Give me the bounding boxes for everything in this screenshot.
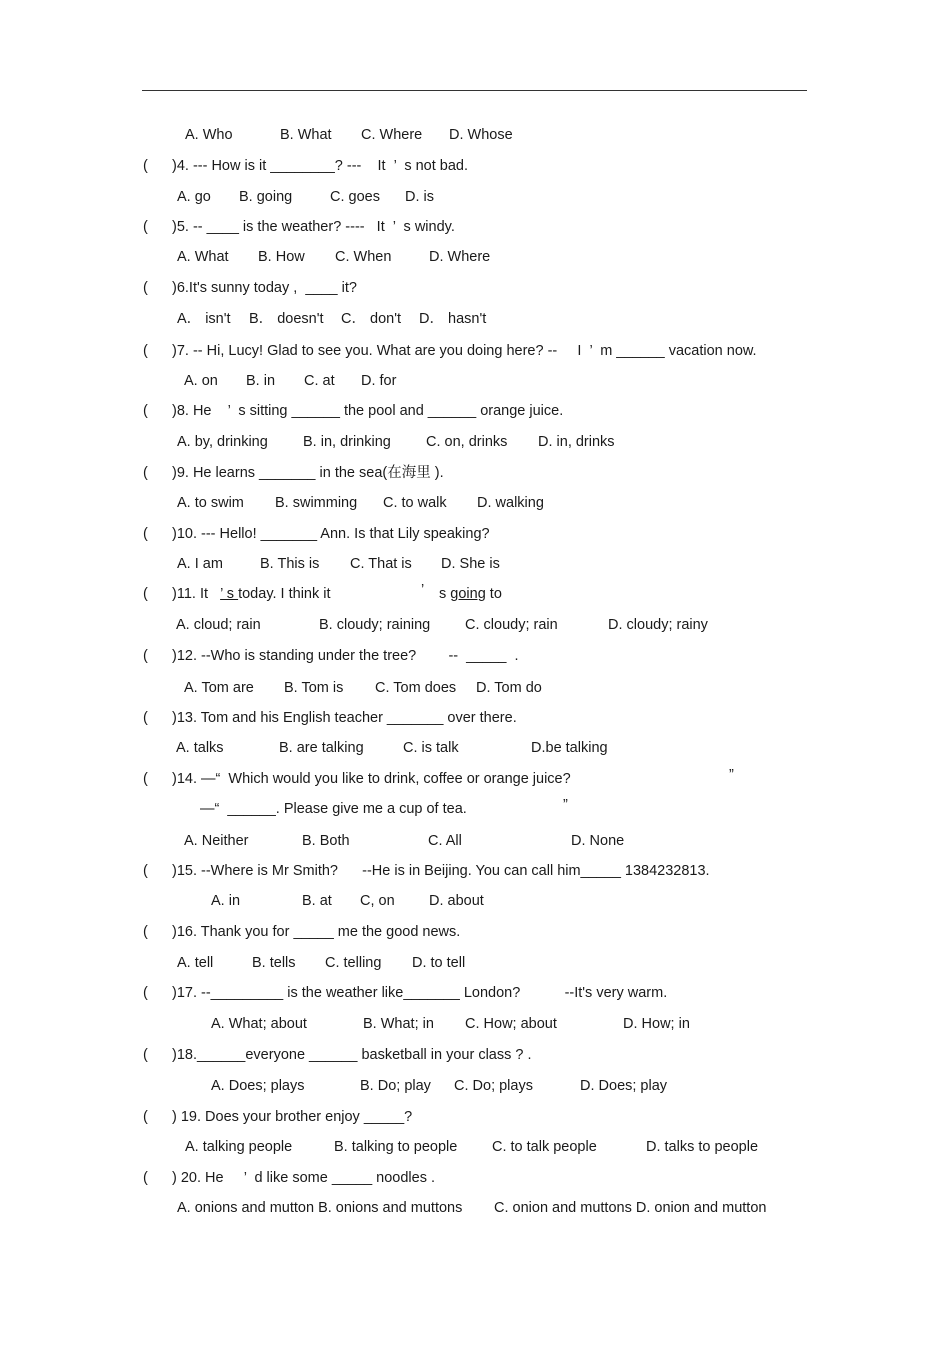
answer-paren: ( xyxy=(143,158,148,174)
question-stem: )7. -- Hi, Lucy! Glad to see you. What are you doing here? -- I ’ m ______ vacation now. xyxy=(172,343,757,359)
option-text: D. Where xyxy=(429,249,491,265)
option-text: A. tell xyxy=(177,955,214,971)
option-text: A. cloud; rain xyxy=(176,617,261,633)
question-stem: )13. Tom and his English teacher _______ over there. xyxy=(172,710,517,726)
question-stem: )15. --Where is Mr Smith? --He is in Beijing. You can call him_____ 1384232813. xyxy=(172,863,710,879)
answer-paren: ( xyxy=(143,343,148,359)
question-stem xyxy=(172,585,331,603)
close-quote: ” xyxy=(563,797,568,813)
answer-paren: ( xyxy=(143,465,148,481)
stem-part-tail xyxy=(439,585,502,603)
question-stem: )12. --Who is standing under the tree? -- _____ . xyxy=(172,648,519,664)
question-stem: )14. —“ Which would you like to drink, coffee or orange juice? xyxy=(172,771,571,787)
question-stem: )8. He ’ s sitting ______ the pool and ______ orange juice. xyxy=(172,403,564,419)
option-text: B. cloudy; raining xyxy=(319,617,431,633)
question-stem: ) 20. He ’ d like some _____ noodles . xyxy=(172,1170,436,1186)
option-text: C. goes xyxy=(330,189,380,205)
question-stem: )18.______everyone ______ basketball in your class ? . xyxy=(172,1047,532,1063)
option-text: D. Tom do xyxy=(476,680,542,696)
option-text: C. Tom does xyxy=(375,680,457,696)
header-rule xyxy=(142,90,807,91)
question-stem: ) 19. Does your brother enjoy _____? xyxy=(172,1109,413,1125)
option-text: A. Tom are xyxy=(184,680,254,696)
question-stem: )9. He learns _______ in the sea(在海里 ). xyxy=(172,465,444,481)
option-text: B. in, drinking xyxy=(303,434,391,450)
question-stem: )4. --- How is it ________? --- It ’ s not bad. xyxy=(172,158,469,174)
stem-part: )11. It xyxy=(172,586,221,602)
option-text: D. She is xyxy=(441,556,500,572)
option-text: A． isn't xyxy=(177,311,231,327)
option-text: C. Do; plays xyxy=(454,1078,533,1094)
option-text: D. cloudy; rainy xyxy=(608,617,708,633)
option-text: D. for xyxy=(361,373,397,389)
option-text: B. How xyxy=(258,249,305,265)
option-text: D. walking xyxy=(477,495,544,511)
answer-paren: ( xyxy=(143,710,148,726)
option-text: C. onion and muttons D. onion and mutton xyxy=(494,1200,767,1216)
option-text: B. are talking xyxy=(279,740,364,756)
option-text: D. None xyxy=(571,833,625,849)
option-text: C. telling xyxy=(325,955,382,971)
answer-paren: ( xyxy=(143,586,148,602)
option-text: A. What; about xyxy=(211,1016,307,1032)
option-text: A. Who xyxy=(185,127,233,143)
option-text: B. This is xyxy=(260,556,320,572)
close-quote: ” xyxy=(729,767,734,783)
option-text: C, on xyxy=(360,893,395,909)
answer-paren: ( xyxy=(143,771,148,787)
option-text: A. on xyxy=(184,373,218,389)
option-text: A. I am xyxy=(177,556,223,572)
stem-part: to xyxy=(485,586,502,602)
option-text: A. go xyxy=(177,189,211,205)
option-text: C. is talk xyxy=(403,740,459,756)
stem-part-underlined: ’ s xyxy=(220,586,239,602)
question-stem: )16. Thank you for _____ me the good news. xyxy=(172,924,461,940)
stem-part: s xyxy=(439,586,451,602)
option-text: C. When xyxy=(335,249,392,265)
option-text: B. talking to people xyxy=(334,1139,458,1155)
answer-paren: ( xyxy=(143,280,148,296)
answer-paren: ( xyxy=(143,924,148,940)
option-text: C． don't xyxy=(341,311,401,327)
option-text: D. Whose xyxy=(449,127,513,143)
option-text: C. to talk people xyxy=(492,1139,597,1155)
option-text: C. All xyxy=(428,833,462,849)
stem-part: today. I think it xyxy=(238,586,331,602)
question-stem: )5. -- ____ is the weather? ---- It ’ s windy. xyxy=(172,219,455,235)
option-text: C. cloudy; rain xyxy=(465,617,558,633)
option-text: B. Both xyxy=(302,833,350,849)
answer-paren: ( xyxy=(143,1170,148,1186)
option-text: D. to tell xyxy=(412,955,466,971)
option-text: C. Where xyxy=(361,127,423,143)
option-text: A. talks xyxy=(176,740,224,756)
option-text: B. tells xyxy=(252,955,296,971)
option-text: A. Neither xyxy=(184,833,249,849)
answer-paren: ( xyxy=(143,219,148,235)
option-text: B. in xyxy=(246,373,276,389)
question-stem: )10. --- Hello! _______ Ann. Is that Lily speaking? xyxy=(172,526,490,542)
stem-part-underlined: going xyxy=(450,586,486,602)
option-text: A. talking people xyxy=(185,1139,293,1155)
option-text: A. Does; plays xyxy=(211,1078,305,1094)
option-text: A. onions and mutton B. onions and muttons xyxy=(177,1200,463,1216)
option-text: A. in xyxy=(211,893,241,909)
option-text: D. in, drinks xyxy=(538,434,615,450)
option-text: C. to walk xyxy=(383,495,447,511)
option-text: B. at xyxy=(302,893,332,909)
option-text: D. about xyxy=(429,893,484,909)
option-text: B． doesn't xyxy=(249,311,324,327)
option-text: A. to swim xyxy=(177,495,244,511)
answer-paren: ( xyxy=(143,1109,148,1125)
option-text: B. Tom is xyxy=(284,680,344,696)
option-text: C. How; about xyxy=(465,1016,557,1032)
option-text: D. is xyxy=(405,189,434,205)
option-text: C. at xyxy=(304,373,335,389)
option-text: D. talks to people xyxy=(646,1139,759,1155)
option-text: D. How; in xyxy=(623,1016,690,1032)
option-text: D.be talking xyxy=(531,740,608,756)
answer-paren: ( xyxy=(143,985,148,1001)
option-text: D. Does; play xyxy=(580,1078,668,1094)
option-text: B. Do; play xyxy=(360,1078,431,1094)
option-text: B. What; in xyxy=(363,1016,434,1032)
question-stem: )6.It's sunny today , ____ it? xyxy=(172,280,357,296)
answer-paren: ( xyxy=(143,863,148,879)
stem-part: ’ xyxy=(421,582,425,598)
answer-paren: ( xyxy=(143,1047,148,1063)
question-stem: )17. --_________ is the weather like_______ London? --It's very warm. xyxy=(172,985,668,1001)
option-text: B. swimming xyxy=(275,495,358,511)
option-text: B. going xyxy=(239,189,293,205)
option-text: C. That is xyxy=(350,556,412,572)
answer-paren: ( xyxy=(143,648,148,664)
option-text: D． hasn't xyxy=(419,311,487,327)
option-text: B. What xyxy=(280,127,332,143)
option-text: C. on, drinks xyxy=(426,434,508,450)
option-text: A. by, drinking xyxy=(177,434,268,450)
question-stem-line2: —“ ______. Please give me a cup of tea. xyxy=(200,801,467,817)
answer-paren: ( xyxy=(143,403,148,419)
option-text: A. What xyxy=(177,249,229,265)
answer-paren: ( xyxy=(143,526,148,542)
